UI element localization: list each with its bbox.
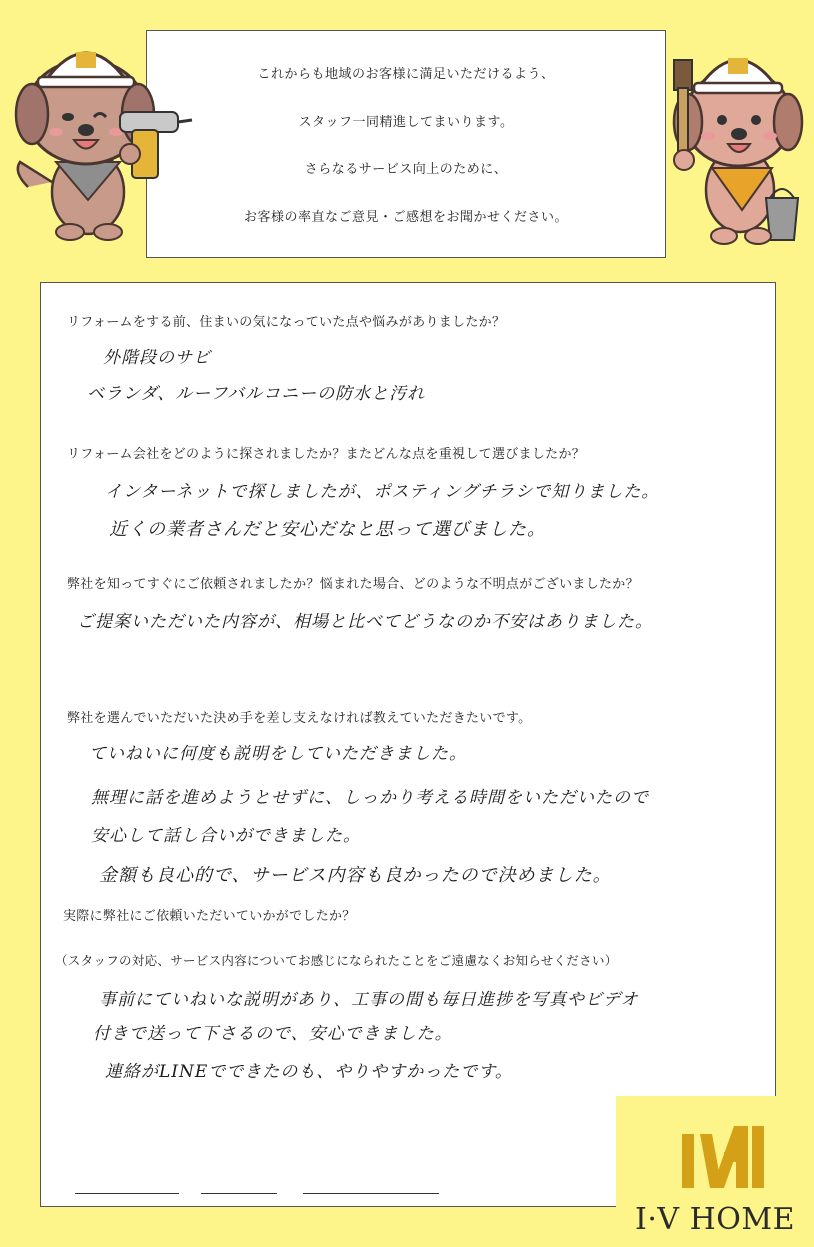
answer-2-line-1: インターネットで探しましたが、ポスティングチラシで知りました。 bbox=[105, 482, 660, 502]
question-3: 弊社を知ってすぐにご依頼されましたか？悩まれた場合、どのような不明点がございましたか？ bbox=[67, 577, 639, 592]
answer-2-line-2: 近くの業者さんだと安心だなと思って選びました。 bbox=[109, 519, 546, 540]
questionnaire-sheet bbox=[40, 282, 776, 1207]
question-4: 弊社を選んでいただいた決め手を差し支えなければ教えていただきたいです。 bbox=[67, 711, 532, 726]
dog-mascot-paintbrush-icon bbox=[670, 30, 806, 250]
answer-4-line-3: 安心して話し合いができました。 bbox=[91, 826, 361, 846]
answer-5-line-1: 事前にていねいな説明があり、工事の間も毎日進捗を写真やビデオ bbox=[99, 990, 639, 1010]
signature-line bbox=[75, 1193, 179, 1194]
answer-3-line-1: ご提案いただいた内容が、相場と比べてどうなのか不安はありました。 bbox=[77, 612, 653, 632]
question-2: リフォーム会社をどのように探されましたか？またどんな点を重視して選びましたか？ bbox=[67, 447, 586, 462]
answer-5-line-3: 連絡がLINEでできたのも、やりやすかったです。 bbox=[105, 1062, 513, 1082]
intro-line: これからも地域のお客様に満足いただけるよう、 bbox=[257, 67, 555, 83]
answer-4-line-4: 金額も良心的で、サービス内容も良かったので決めました。 bbox=[99, 865, 612, 886]
intro-message-box bbox=[146, 30, 666, 258]
company-name: I·V HOME bbox=[635, 1202, 795, 1237]
intro-line: さらなるサービス向上のために、 bbox=[304, 162, 508, 178]
dog-mascot-drill-icon bbox=[8, 22, 193, 250]
question-5: 実際に弊社にご依頼いただいていかがでしたか？ bbox=[63, 909, 356, 924]
intro-line: スタッフ一同精進してまいります。 bbox=[298, 114, 514, 130]
company-logo bbox=[616, 1096, 814, 1247]
answer-1-line-1: 外階段のサビ bbox=[103, 348, 211, 368]
question-5-note: （スタッフの対応、サービス内容についてお感じになられたことをご遠慮なくお知らせください） bbox=[55, 953, 618, 968]
answer-1-line-2: ベランダ、ルーフバルコニーの防水と汚れ bbox=[87, 384, 426, 404]
answer-4-line-2: 無理に話を進めようとせずに、しっかり考える時間をいただいたので bbox=[91, 788, 649, 808]
question-1: リフォームをする前、住まいの気になっていた点や悩みがありましたか？ bbox=[67, 315, 506, 330]
signature-line bbox=[201, 1193, 277, 1194]
answer-5-line-2: 付きで送って下さるので、安心できました。 bbox=[93, 1024, 453, 1044]
signature-line bbox=[303, 1193, 439, 1194]
answer-4-line-1: ていねいに何度も説明をしていただきました。 bbox=[89, 744, 467, 764]
intro-line: お客様の率直なご意見・ご感想をお聞かせください。 bbox=[243, 209, 568, 225]
